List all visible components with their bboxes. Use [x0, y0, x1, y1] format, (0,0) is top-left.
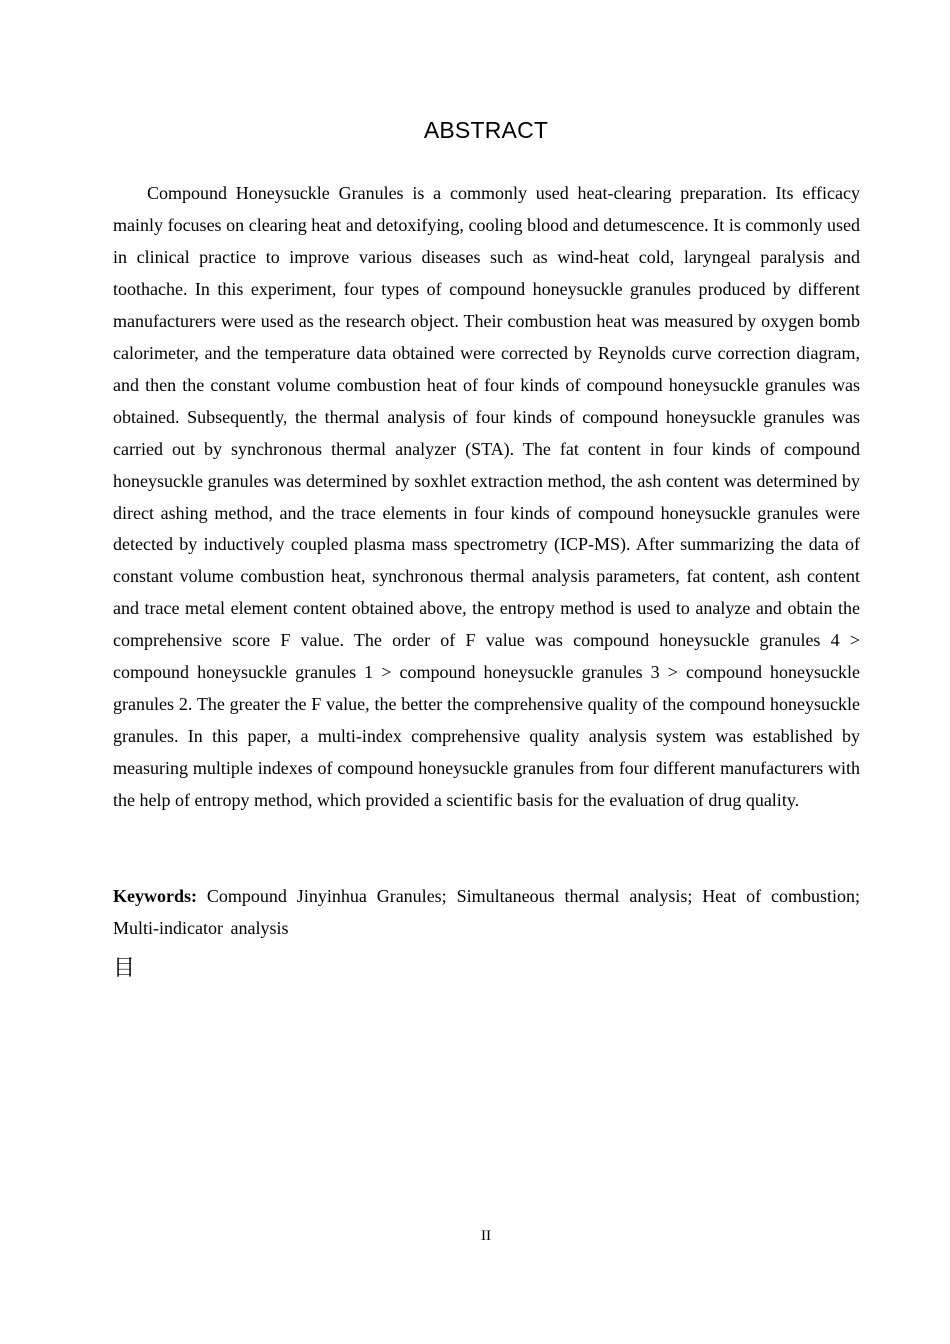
keywords-text: Compound Jinyinhua Granules; Simultaneous thermal analysis; Heat of combustion; Multi-indicator analysis	[113, 886, 861, 938]
keywords-line	[113, 880, 860, 944]
keywords-label: Keywords:	[113, 886, 197, 906]
toc-heading: 目	[113, 956, 136, 981]
abstract-title: ABSTRACT	[423, 117, 549, 143]
page-number: II	[481, 1228, 491, 1244]
abstract-paragraph: Compound Honeysuckle Granules is a commonly used heat-clearing preparation. Its efficacy mainly focuses on clearing heat and detoxifying, cooling blood and detumescence. It is commonly used in clinical practice to improve various diseases such as wind-heat cold, laryngeal paralysis and toothache. In this experiment, four types of compound honeysuckle granules produced by different manufacturers were used as the research object. Their combustion heat was measured by oxygen bomb calorimeter, and the temperature data obtained were corrected by Reynolds curve correction diagram, and then the constant volume combustion heat of four kinds of compound honeysuckle granules was obtained. Subsequently, the thermal analysis of four kinds of compound honeysuckle granules was carried out by synchronous thermal analyzer (STA). The fat content in four kinds of compound honeysuckle granules was determined by soxhlet extraction method, the ash content was determined by direct ashing method, and the trace elements in four kinds of compound honeysuckle granules were detected by inductively coupled plasma mass spectrometry (ICP-MS). After summarizing the data of constant volume combustion heat, synchronous thermal analysis parameters, fat content, ash content and trace metal element content obtained above, the entropy method is used to analyze and obtain the comprehensive score F value. The order of F value was compound honeysuckle granules 4 > compound honeysuckle granules 1 > compound honeysuckle granules 3 > compound honeysuckle granules 2. The greater the F value, the better the comprehensive quality of the compound honeysuckle granules. In this paper, a multi-index comprehensive quality analysis system was established by measuring multiple indexes of compound honeysuckle granules from four different manufacturers with the help of entropy method, which provided a scientific basis for the evaluation of drug quality.	[113, 183, 860, 811]
